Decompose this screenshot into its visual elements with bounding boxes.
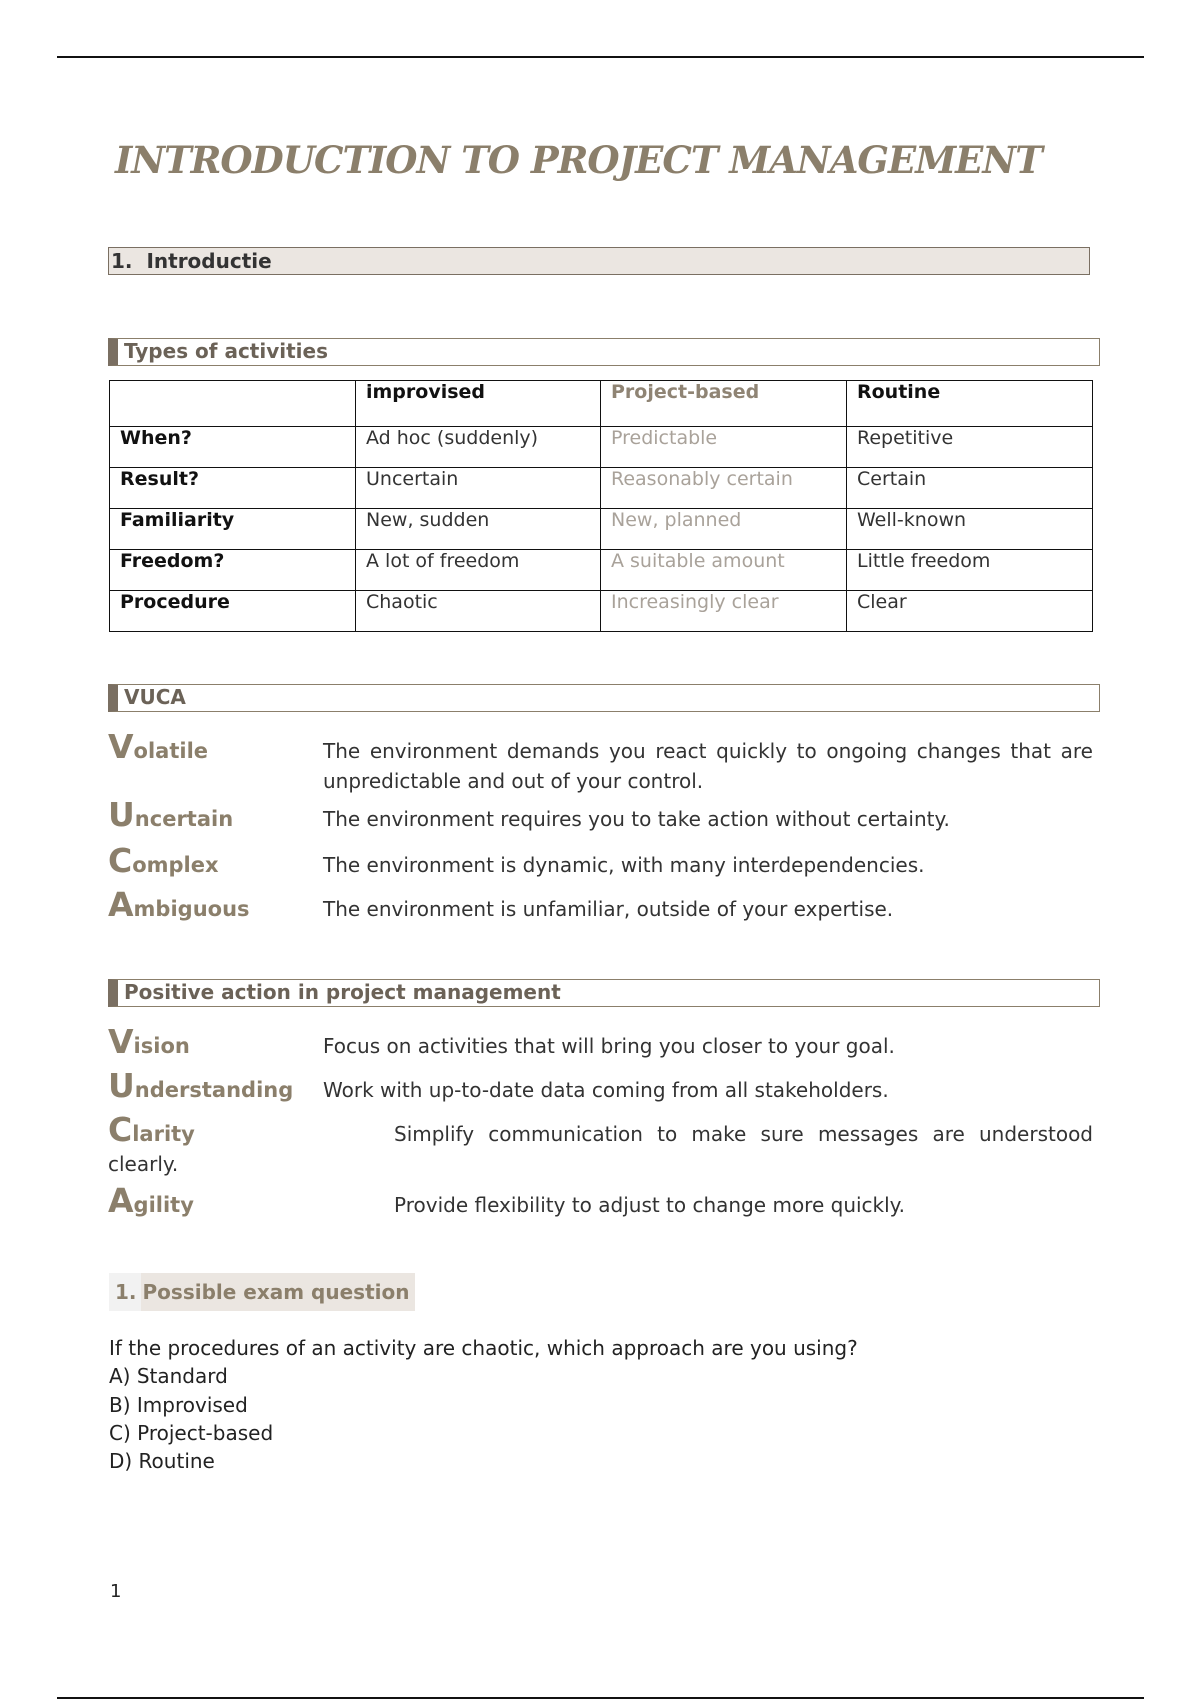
definition: Simplify communication to make sure messages are understood clearly.	[108, 1122, 1093, 1176]
term	[108, 1022, 190, 1061]
term	[108, 1181, 194, 1220]
table-cell: Clear	[847, 591, 1093, 632]
definition: Focus on activities that will bring you closer to your goal.	[323, 1034, 895, 1058]
term-initial: C	[108, 841, 133, 880]
positive-action-heading: Positive action in project management	[108, 979, 1100, 1007]
term-initial: U	[108, 1066, 135, 1105]
types-of-activities-heading: Types of activities	[108, 338, 1100, 366]
term-rest: olatile	[133, 739, 209, 763]
table-header-cell: Routine	[847, 381, 1093, 427]
table-header-row	[110, 381, 1093, 427]
term-rest: omplex	[132, 853, 219, 877]
term-initial: U	[108, 795, 135, 834]
term-rest: nderstanding	[134, 1078, 294, 1102]
table-cell: Repetitive	[847, 427, 1093, 468]
table-cell: A lot of freedom	[356, 550, 601, 591]
term-rest: mbiguous	[133, 897, 250, 921]
definition: Provide flexibility to adjust to change more quickly.	[394, 1193, 906, 1217]
question-text: If the procedures of an activity are chaotic, which approach are you using?	[109, 1336, 858, 1360]
chapter-label: Introductie	[146, 249, 272, 273]
chapter-number: 1.	[111, 249, 133, 273]
term	[108, 841, 219, 880]
term-initial: V	[108, 727, 134, 766]
chapter-heading	[108, 247, 1090, 275]
answer-option: C) Project-based	[109, 1420, 274, 1445]
row-label: Familiarity	[110, 509, 356, 550]
top-rule	[57, 56, 1144, 58]
table-row	[110, 550, 1093, 591]
table-cell: A suitable amount	[601, 550, 847, 591]
exam-heading-text: Possible exam question	[141, 1273, 416, 1311]
table-cell: New, planned	[601, 509, 847, 550]
term-initial: A	[108, 885, 134, 924]
term	[108, 795, 233, 834]
definition: The environment demands you react quickly to ongoing changes that are unpredictable and out of your control.	[323, 739, 1093, 793]
table-cell: Ad hoc (suddenly)	[356, 427, 601, 468]
definition: The environment is unfamiliar, outside of your expertise.	[323, 897, 894, 921]
vuca-heading: VUCA	[108, 684, 1100, 712]
table-header-cell: improvised	[356, 381, 601, 427]
exam-heading-number: 1.	[109, 1273, 141, 1311]
table-cell: Well-known	[847, 509, 1093, 550]
document-title: INTRODUCTION TO PROJECT MANAGEMENT	[115, 138, 1042, 182]
table-header-cell	[110, 381, 356, 427]
row-label: When?	[110, 427, 356, 468]
table-cell: Reasonably certain	[601, 468, 847, 509]
row-label: Freedom?	[110, 550, 356, 591]
table-cell: Predictable	[601, 427, 847, 468]
exam-question-heading	[109, 1273, 419, 1311]
exam-question	[109, 1334, 1089, 1475]
definition: The environment requires you to take action without certainty.	[323, 807, 950, 831]
table-cell: Certain	[847, 468, 1093, 509]
term-rest: ncertain	[134, 807, 234, 831]
table-cell: Little freedom	[847, 550, 1093, 591]
term	[108, 1066, 293, 1105]
term	[108, 885, 250, 924]
term-rest: larity	[132, 1122, 195, 1146]
table-row	[110, 509, 1093, 550]
row-label: Result?	[110, 468, 356, 509]
table-cell: Uncertain	[356, 468, 601, 509]
term	[108, 727, 208, 766]
table-header-cell: Project-based	[601, 381, 847, 427]
table-cell: Increasingly clear	[601, 591, 847, 632]
answer-option: D) Routine	[109, 1449, 215, 1474]
table-row	[110, 427, 1093, 468]
table-row	[110, 468, 1093, 509]
definition: Work with up-to-date data coming from all stakeholders.	[323, 1078, 889, 1102]
row-label: Procedure	[110, 591, 356, 632]
term-initial: V	[108, 1022, 134, 1061]
table-row	[110, 591, 1093, 632]
answer-option: B) Improvised	[109, 1392, 248, 1417]
activity-types-table	[109, 380, 1093, 632]
table-cell: Chaotic	[356, 591, 601, 632]
term-initial: A	[108, 1181, 134, 1220]
term-rest: gility	[133, 1193, 194, 1217]
page-number: 1	[110, 1581, 122, 1602]
answer-option: A) Standard	[109, 1364, 228, 1389]
table-cell: New, sudden	[356, 509, 601, 550]
term-initial: C	[108, 1110, 133, 1149]
term-rest: ision	[133, 1034, 190, 1058]
definition: The environment is dynamic, with many interdependencies.	[323, 853, 925, 877]
bottom-rule	[57, 1697, 1144, 1699]
